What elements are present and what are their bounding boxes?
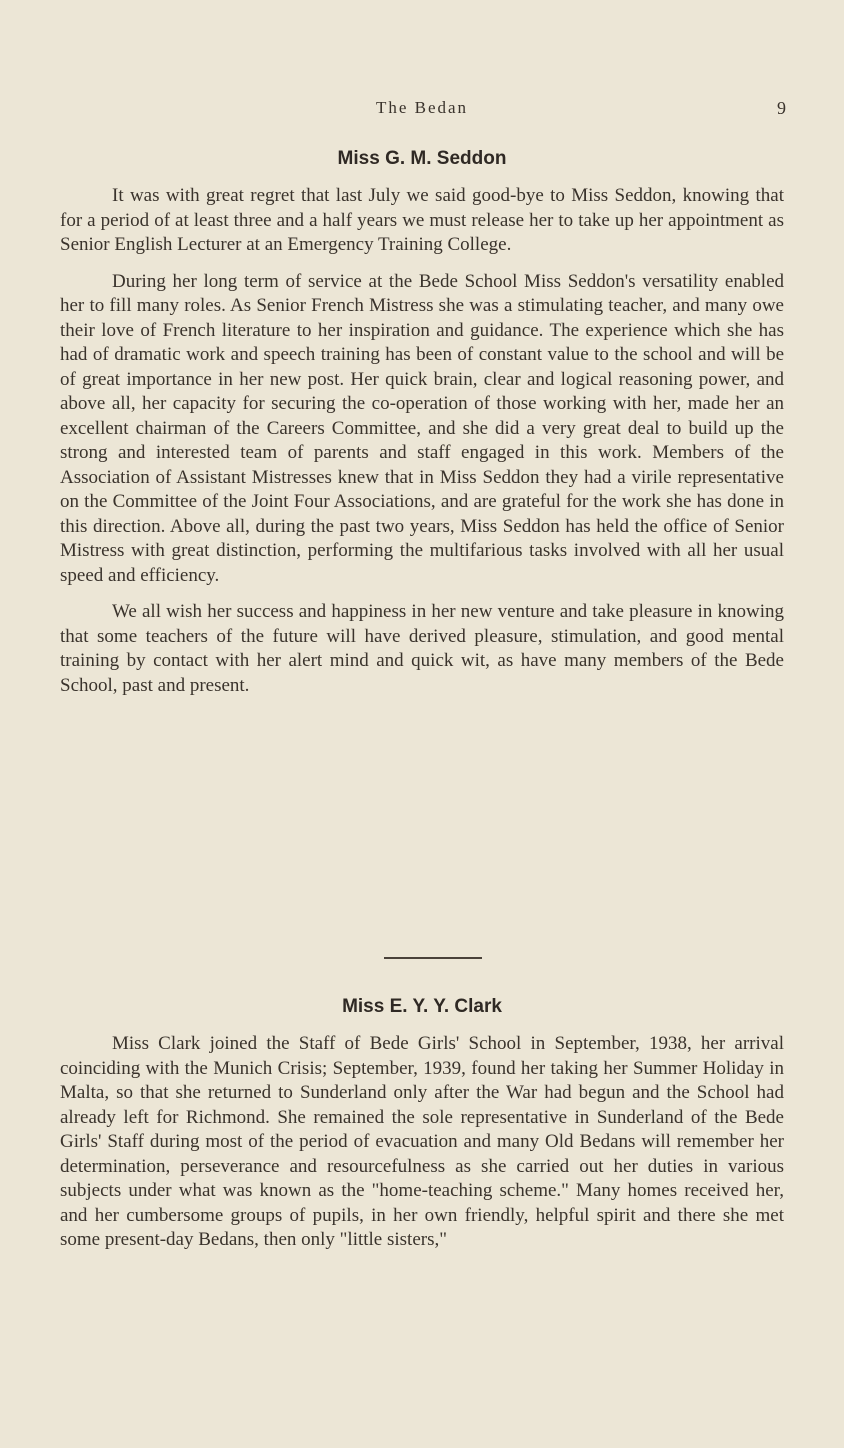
article-title-seddon: Miss G. M. Seddon bbox=[337, 148, 507, 169]
running-head: The Bedan bbox=[375, 98, 469, 117]
paragraph: We all wish her success and happiness in her new venture and take pleasure in knowing that some teachers of the future will have derived pleasure, stimulation, and good mental training by contact with her alert mind and quick wit, as have many members of the Bede School, past and present. bbox=[60, 601, 784, 696]
article-body-seddon bbox=[60, 184, 784, 698]
paragraph: During her long term of service at the Bede School Miss Seddon's versatility enabled her to fill many roles. As Senior French Mistress she was a stimulating teacher, and many owe their love of French literature to her inspiration and guidance. The experience which she has had of dramatic work and speech training has been of constant value to the school and will be of great importance in her new post. Her quick brain, clear and logical reasoning power, and above all, her capacity for securing the co-operation of those working with her, made her an excellent chairman of the Careers Committee, and she did a very great deal to build up the strong and interested team of parents and staff engaged in this work. Members of the Association of Assistant Mistresses knew that in Miss Seddon they had a virile representative on the Committee of the Joint Four Associations, and are grateful for the work she has done in this direction. Above all, during the past two years, Miss Seddon has held the office of Senior Mistress with great distinction, performing the multifarious tasks involved with all her usual speed and efficiency. bbox=[60, 270, 784, 586]
page-number: 9 bbox=[777, 98, 786, 118]
section-divider bbox=[384, 957, 482, 959]
article-title-clark: Miss E. Y. Y. Clark bbox=[342, 996, 502, 1017]
paragraph: Miss Clark joined the Staff of Bede Girls' School in September, 1938, her arrival coinciding with the Munich Crisis; September, 1939, found her taking her Summer Holiday in Malta, so that she returned to Sunderland only after the War had begun and the School had already left for Richmond. She remained the sole representative in Sunderland of the Bede Girls' Staff during most of the period of evacuation and many Old Bedans will remember her determination, perseverance and resourcefulness as she carried out her duties in various subjects under what was known as the "home-teaching scheme." Many homes received her, and her cumbersome groups of pupils, in her own friendly, helpful spirit and there she met some present-day Bedans, then only "little sisters," bbox=[60, 1033, 784, 1250]
paragraph: It was with great regret that last July we said good-bye to Miss Seddon, knowing that for a period of at least three and a half years we must release her to take up her appointment as Senior English Lecturer at an Emergency Training College. bbox=[60, 185, 784, 255]
article-body-clark bbox=[60, 1032, 784, 1253]
